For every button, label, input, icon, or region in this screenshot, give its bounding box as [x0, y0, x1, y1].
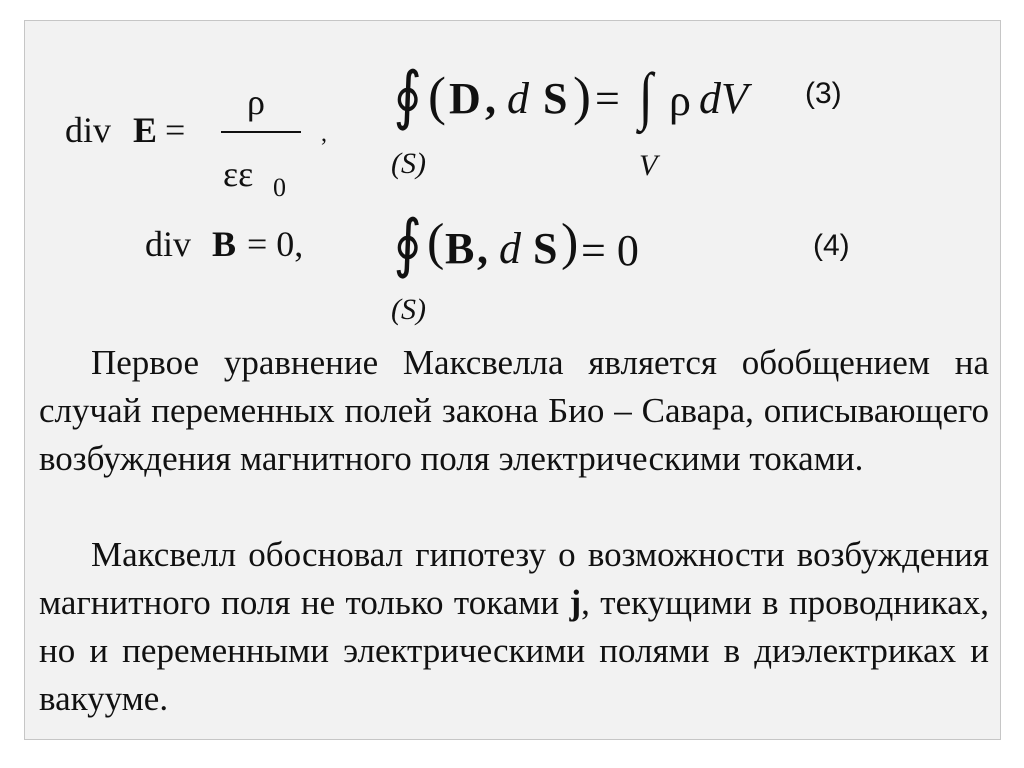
equation-number-4: (4) [813, 229, 850, 262]
left-paren: ( [428, 66, 446, 126]
comma: , [477, 224, 488, 273]
vector-b: B [445, 224, 475, 273]
paragraph-text: Максвелл обосновал гипотезу о возможности возбуждения магнитного поля не только токами [39, 535, 989, 622]
equation-number-3: (3) [805, 77, 842, 110]
left-paren: ( [427, 214, 445, 271]
differential-d: d [507, 74, 529, 123]
equals-zero: = 0 [581, 226, 639, 275]
equals-sign: = [165, 110, 186, 150]
paragraph-maxwell-first-equation: Первое уравнение Максвелла является обобщением на случай переменных полей закона Био – Савара, описывающего возбуждения магнитного поля электрическими токами. [39, 343, 989, 478]
div-operator: div [145, 224, 192, 264]
vector-s: S [543, 74, 568, 123]
integrand-dv: dV [699, 74, 748, 123]
integrand-rho: ρ [669, 76, 691, 125]
paragraph-text: , текущими в проводниках, но и переменными электрическими полями в диэлектриках и вакууме. [39, 583, 989, 718]
differential-d: d [499, 224, 521, 273]
epsilon-subscript-zero: 0 [273, 173, 286, 202]
right-paren: ) [561, 214, 579, 271]
surface-integral-icon: ∮ [393, 208, 422, 279]
equals-sign: = [595, 74, 620, 123]
vector-b: B [212, 224, 237, 264]
div-operator: div [65, 110, 112, 150]
current-density-j: j [569, 583, 582, 622]
comma: , [485, 74, 496, 123]
surface-integral-icon: ∮ [393, 60, 422, 131]
lower-limit-volume: V [639, 149, 658, 182]
right-paren: ) [573, 66, 591, 126]
vector-s: S [533, 224, 558, 273]
volume-integral-icon: ∫ [638, 60, 653, 131]
fraction-bar [221, 131, 301, 133]
slide [24, 20, 1001, 740]
separator-comma: , [321, 121, 327, 147]
fraction-numerator-rho: ρ [247, 82, 265, 122]
lower-limit-surface: (S) [391, 147, 426, 180]
fraction-denominator-epsilon: εε [223, 154, 254, 194]
vector-e: E [133, 110, 158, 150]
lower-limit-surface: (S) [391, 293, 426, 326]
equals-zero: = 0, [247, 224, 304, 264]
paragraph-maxwell-hypothesis [39, 531, 989, 723]
vector-d: D [449, 74, 481, 123]
